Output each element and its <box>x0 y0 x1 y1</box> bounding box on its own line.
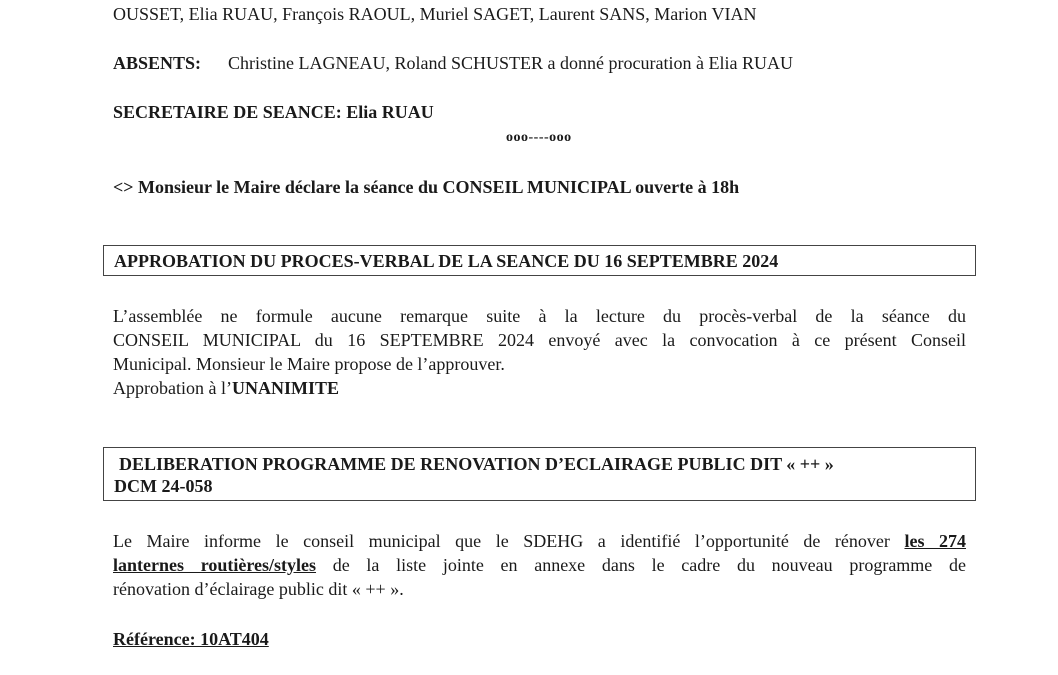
deliberation-paragraph <box>113 529 966 601</box>
lanterns-count: les 274 <box>904 531 966 551</box>
paragraph-text: Le Maire informe le conseil municipal que le SDEHG a identifié l’opportunité de rénover <box>113 531 905 551</box>
paragraph-line <box>113 553 966 577</box>
paragraph-line: L’assemblée ne formule aucune remarque suite à la lecture du procès-verbal de la séance du <box>113 306 966 326</box>
section-heading-deliberation <box>103 447 976 501</box>
separator: ooo----ooo <box>506 130 572 145</box>
approbation-paragraph <box>113 304 966 400</box>
absents-label: ABSENTS: <box>113 53 202 73</box>
paragraph-text: de la liste jointe en annexe dans le cadre du nouveau programme de <box>316 555 966 575</box>
paragraph-line: Municipal. Monsieur le Maire propose de l’approuver. <box>113 354 505 374</box>
approval-value: UNANIMITE <box>231 378 339 398</box>
section-heading-line2: DCM 24-058 <box>114 476 213 496</box>
section-heading-text: APPROBATION DU PROCES-VERBAL DE LA SEANCE DU 16 SEPTEMBRE 2024 <box>114 251 779 271</box>
absents-line <box>113 52 793 74</box>
absents-text: Christine LAGNEAU, Roland SCHUSTER a donné procuration à Elia RUAU <box>228 53 793 73</box>
approval-line <box>113 376 966 400</box>
paragraph-line: CONSEIL MUNICIPAL du 16 SEPTEMBRE 2024 envoyé avec la convocation à ce présent Conseil <box>113 330 966 350</box>
paragraph-line: rénovation d’éclairage public dit « ++ ». <box>113 579 404 599</box>
approval-prefix: Approbation à l’ <box>113 378 232 398</box>
opening-statement: <> Monsieur le Maire déclare la séance du CONSEIL MUNICIPAL ouverte à 18h <box>113 177 740 197</box>
paragraph-line <box>113 529 966 553</box>
section-heading-line1: DELIBERATION PROGRAMME DE RENOVATION D’ECLAIRAGE PUBLIC DIT « ++ » <box>119 454 834 474</box>
reference-line: Référence: 10AT404 <box>113 629 269 649</box>
secretary-line: SECRETAIRE DE SEANCE: Elia RUAU <box>113 102 434 122</box>
lanterns-type: lanternes routières/styles <box>113 555 317 575</box>
section-heading-approbation <box>103 245 976 276</box>
attendees-line: OUSSET, Elia RUAU, François RAOUL, Muriel SAGET, Laurent SANS, Marion VIAN <box>113 4 757 24</box>
